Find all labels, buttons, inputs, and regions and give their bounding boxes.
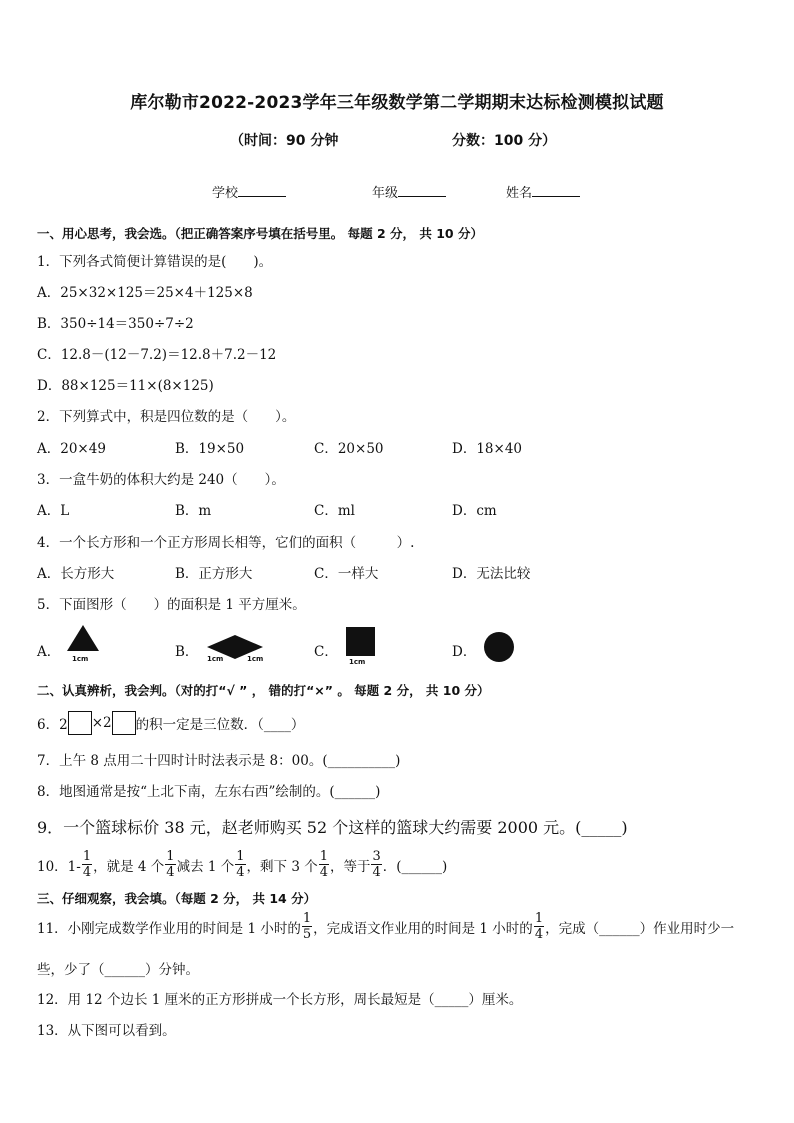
- name-field[interactable]: 姓名: [506, 182, 580, 201]
- q10-fraction-5: $\frac{3}{4}$: [372, 849, 381, 880]
- school-field[interactable]: 学校: [212, 182, 286, 201]
- q10-fraction-3: $\frac{1}{4}$: [236, 849, 245, 880]
- section3-heading: 三、仔细观察，我会填。（每题 2 分， 共 14 分）: [37, 891, 317, 906]
- q5-option-d[interactable]: D．: [452, 644, 477, 660]
- q2-option-c[interactable]: C．20×50: [314, 441, 384, 457]
- q10-fraction-2: $\frac{1}{4}$: [166, 849, 175, 880]
- q7: 7．上午 8 点用二十四时计时法表示是 8：00。(__________): [37, 753, 401, 769]
- square-shape: [346, 627, 376, 657]
- rhombus-unit-label-left: 1cm: [207, 655, 224, 663]
- q5-option-a[interactable]: A．: [37, 644, 61, 660]
- q5-option-b[interactable]: B．: [175, 644, 199, 660]
- q1-option-c[interactable]: C．12.8－(12－7.2)＝12.8＋7.2－12: [37, 347, 277, 363]
- q4-option-c[interactable]: C．一样大: [314, 566, 379, 582]
- q3-option-b[interactable]: B．m: [175, 503, 212, 519]
- q6-box-2[interactable]: [112, 711, 136, 735]
- section2-heading: 二、认真辨析，我会判。（对的打“√ ” ， 错的打“×” 。 每题 2 分， 共 10 分）: [37, 683, 490, 698]
- q10-fraction-1: $\frac{1}{4}$: [82, 849, 92, 880]
- q3-option-a[interactable]: A．L: [37, 503, 70, 519]
- q12: 12．用 12 个边长 1 厘米的正方形拼成一个长方形，周长最短是（_____）厘米。: [37, 992, 523, 1008]
- square-unit-label: 1cm: [349, 658, 366, 666]
- q10-fraction-4: $\frac{1}{4}$: [319, 849, 328, 880]
- q8: 8．地图通常是按“上北下南，左东右西”绘制的。(______): [37, 784, 381, 800]
- grade-blank[interactable]: [398, 185, 446, 197]
- q11-fraction-2: $\frac{1}{4}$: [534, 911, 544, 942]
- q2-stem: 2．下列算式中，积是四位数的是（ ）。: [37, 409, 296, 425]
- q10: 10．1- $\frac{1}{4}$ ，就是 4 个 $\frac{1}{4}$ 减去 1 个 $\frac{1}{4}$ ，剩下 3 个 $\frac{1}{4}$ ，等于 $\frac{3}{4}$ ．(______): [37, 849, 448, 880]
- q11-line1: 11．小刚完成数学作业用的时间是 1 小时的 $\frac{1}{5}$ ，完成语文作业用的时间是 1 小时的 $\frac{1}{4}$ ，完成（______）作业用时少一: [37, 911, 735, 942]
- q9: 9．一个篮球标价 38 元，赵老师购买 52 个这样的篮球大约需要 2000 元。(_____): [37, 818, 628, 837]
- exam-time: （时间：90 分钟: [230, 133, 339, 149]
- q6: 6．2 ×2 的积一定是三位数．（____）: [37, 711, 304, 735]
- q4-option-a[interactable]: A．长方形大: [37, 566, 115, 582]
- q1-option-d[interactable]: D．88×125＝11×(8×125): [37, 378, 214, 394]
- triangle-unit-label: 1cm: [72, 655, 89, 663]
- q4-option-d[interactable]: D．无法比较: [452, 566, 531, 582]
- name-blank[interactable]: [532, 185, 580, 197]
- q4-option-b[interactable]: B．正方形大: [175, 566, 253, 582]
- circle-shape: [483, 631, 515, 663]
- q1-stem: 1．下列各式简便计算错误的是( )。: [37, 254, 273, 270]
- q11-line2: 些，少了（______）分钟。: [37, 962, 199, 978]
- q1-option-a[interactable]: A．25×32×125＝25×4＋125×8: [37, 285, 253, 301]
- q6-box-1[interactable]: [68, 711, 92, 735]
- school-blank[interactable]: [238, 185, 286, 197]
- triangle-shape: [66, 624, 100, 652]
- q5-stem: 5．下面图形（ ）的面积是 1 平方厘米。: [37, 597, 306, 613]
- q3-option-d[interactable]: D．cm: [452, 503, 497, 519]
- grade-field[interactable]: 年级: [372, 182, 446, 201]
- q5-option-c[interactable]: C．: [314, 644, 338, 660]
- q4-stem: 4．一个长方形和一个正方形周长相等，它们的面积（ ）.: [37, 535, 415, 551]
- q3-option-c[interactable]: C．ml: [314, 503, 355, 519]
- q2-option-d[interactable]: D．18×40: [452, 441, 522, 457]
- section1-heading: 一、用心思考，我会选。（把正确答案序号填在括号里。 每题 2 分， 共 10 分）: [37, 226, 483, 241]
- q2-option-a[interactable]: A．20×49: [37, 441, 106, 457]
- rhombus-unit-label-right: 1cm: [247, 655, 264, 663]
- q3-stem: 3．一盒牛奶的体积大约是 240（ ）。: [37, 472, 285, 488]
- exam-score: 分数：100 分）: [452, 133, 557, 149]
- q11-fraction-1: $\frac{1}{5}$: [302, 911, 312, 942]
- q1-option-b[interactable]: B．350÷14＝350÷7÷2: [37, 316, 194, 332]
- q13: 13．从下图可以看到。: [37, 1023, 176, 1039]
- exam-title: 库尔勒市2022-2023学年三年级数学第二学期期末达标检测模拟试题: [130, 93, 664, 113]
- q2-option-b[interactable]: B．19×50: [175, 441, 245, 457]
